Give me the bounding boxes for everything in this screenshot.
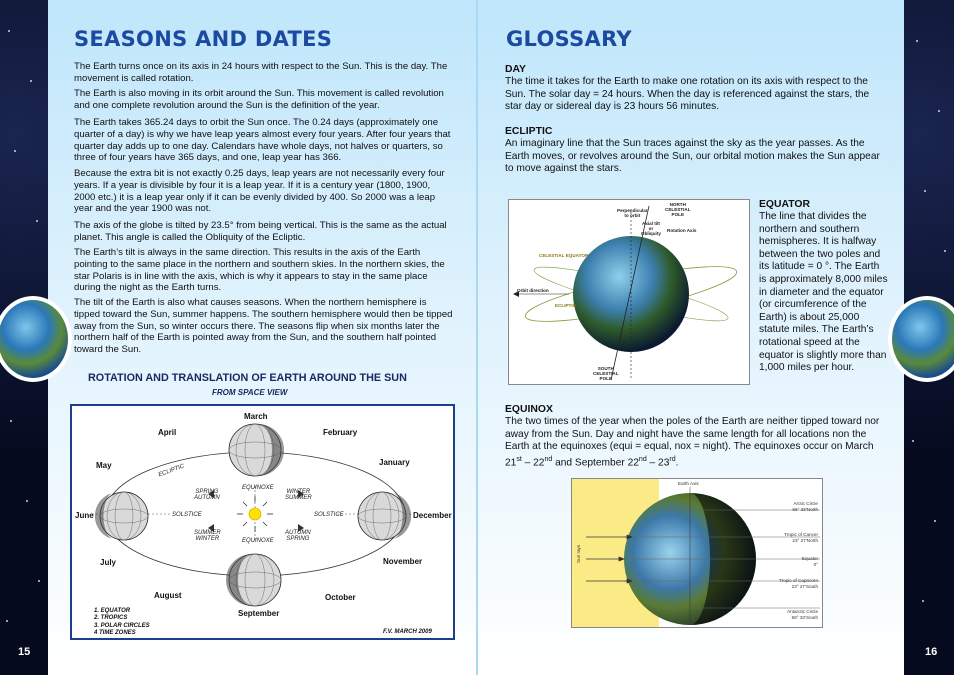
right-page-title: GLOSSARY (506, 27, 632, 51)
month-june: June (75, 511, 94, 520)
label-arctic-circle: Arctic Circle 66° 33’North (792, 501, 818, 512)
label-axial-tilt: Axial tilt or Obliquity (641, 221, 661, 236)
label-north-celestial-pole: NORTH CELESTIAL POLE (665, 202, 691, 217)
paragraph-rotation: The Earth turns once on its axis in 24 hours with respect to the Sun. This is the day. The movement is called rotation. (74, 61, 448, 84)
month-october: October (325, 593, 356, 602)
month-may: May (96, 461, 112, 470)
page-number-right: 16 (925, 646, 938, 658)
label-orbit-direction: Orbit direction (517, 288, 549, 293)
legend-item: 1. EQUATOR (94, 608, 131, 614)
diagram-subtitle: FROM SPACE VIEW (212, 388, 288, 397)
equinox-text: – 23 (646, 457, 670, 469)
climate-zones-figure (571, 478, 823, 628)
label-earth-axis: Earth Axis (678, 481, 699, 486)
term-ecliptic: ECLIPTIC (505, 126, 553, 137)
label-tropic-of-capricorn: Tropic of Capricorn 23° 27’South (779, 578, 818, 589)
definition-equator: The line that divides the northern and southern hemispheres. It is halfway between the two poles and its latitude = 0 °. The Earth is approximately 8,000 miles in diameter and the equator (or circumference of the Earth) is about 25,000 statute miles. The Earth’s rotational speed at the equator is slightly more than 1,000 miles per hour. (759, 211, 888, 374)
diagram-credit: F.V. MARCH 2009 (383, 629, 432, 635)
paragraph-leap-years: Because the extra bit is not exactly 0.25 days, leap years are not necessarily every four years. If a year is divisible by four it is a leap year. If it is a century year (1800, 1900, 2000 etc.) it is a leap year only if it can be evenly divided by 400. So 2000 was a leap year and the year 1900 was not. (74, 168, 445, 215)
equinox-bottom-label: EQUINOXE (242, 538, 274, 544)
month-november: November (383, 557, 423, 566)
diagram-title: ROTATION AND TRANSLATION OF EARTH AROUND THE SUN (88, 372, 407, 384)
label-antarctic-circle: Antarctic Circle 66° 33’South (787, 609, 818, 620)
equinox-sup: nd (638, 455, 647, 463)
legend-item: 3. POLAR CIRCLES (94, 622, 150, 629)
equinox-text: . (675, 457, 679, 469)
month-march: March (244, 412, 268, 421)
diagram-legend (94, 608, 150, 638)
label-south-celestial-pole: SOUTH CELESTIAL POLE (593, 366, 619, 381)
legend-item: 4 TIME ZONES (94, 630, 136, 637)
ecliptic-label: ECLIPTIC (157, 463, 186, 479)
summer-winter-label: SUMMER WINTER (194, 530, 221, 542)
definition-equinox (505, 416, 883, 470)
term-equator: EQUATOR (759, 199, 810, 210)
orbit-drawing (72, 406, 453, 638)
equinox-top-label: EQUINOXE (242, 485, 274, 491)
month-december: December (413, 511, 452, 520)
label-equator: Equator 0° (801, 556, 818, 567)
winter-summer-label: WINTER SUMMER (285, 489, 312, 501)
paragraph-polaris: The Earth’s tilt is always in the same direction. This results in the axis of the Earth pointing to the same place in the northern and southern skies. In the northern skies, the star Polaris is in line with the axis, which is why it appears to stay in the same place during the night as the Earth turns. (74, 247, 445, 294)
left-page-title: SEASONS AND DATES (74, 27, 333, 51)
paragraph-year-length: The Earth takes 365.24 days to orbit the Sun once. The 0.24 days (approximately one quarter of a day) is why we have leap years almost every four years. After four years that quarter day adds up to one day. Calendars have whole days, not halves or quarters, so three of four years have 365 days, and one, leap year has 366. (74, 117, 451, 164)
label-rotation-axis: Rotation Axis (667, 228, 697, 233)
sun-icon (237, 496, 273, 532)
orbit-diagram (70, 404, 455, 640)
solstice-left-label: SOLSTICE (172, 512, 202, 518)
equinox-sup: nd (544, 455, 553, 463)
month-july: July (100, 558, 117, 567)
term-day: DAY (505, 64, 526, 75)
month-september: September (238, 609, 280, 618)
page-number-left: 15 (18, 646, 31, 658)
earth-tilt-figure (508, 199, 750, 385)
equinox-sup: st (516, 455, 522, 463)
climate-zones-drawing (572, 479, 822, 627)
label-sun-rays: Sun rays (576, 544, 581, 563)
label-celestial-equator: CELESTIAL EQUATOR (539, 253, 589, 258)
solstice-right-label: SOLSTICE (314, 512, 344, 518)
equinox-sup: rd (669, 455, 676, 463)
page-gutter (476, 0, 478, 675)
month-august: August (154, 591, 182, 600)
month-april: April (158, 428, 177, 437)
label-perpendicular: Perpendicular to orbit (617, 208, 648, 218)
equinox-text: – 22 (521, 457, 545, 469)
autumn-spring-label: AUTUMN SPRING (285, 530, 311, 542)
spring-autumn-label: SPRING AUTUMN (194, 489, 220, 501)
label-ecliptic: ECLIPTIC (555, 303, 576, 308)
label-tropic-of-cancer: Tropic of Cancer 23° 27’North (784, 532, 818, 543)
definition-day: The time it takes for the Earth to make one rotation on its axis with respect to the Sun. The solar day = 24 hours. When the day is referenced against the stars, the star day or sidereal day is 23 hours 56 minutes. (505, 76, 870, 113)
paragraph-revolution: The Earth is also moving in its orbit around the Sun. This movement is called revolution and one complete revolution around the Sun is the definition of the year. (74, 88, 444, 111)
definition-ecliptic: An imaginary line that the Sun traces against the sky as the year passes. As the Earth moves, or revolves around the Sun, our orbital motion makes the Sun appear to move against the stars. (505, 138, 880, 175)
equinox-text: The two times of the year when the poles of the Earth are neither tipped toward nor away from the Sun. Day and night have the same length for all locations non the Earth at the equinoxes (equi = equal, nox = night). The equinoxes occur on March 21 (505, 416, 880, 469)
legend-item: 2. TROPICS (94, 615, 128, 622)
month-january: January (379, 458, 410, 467)
month-february: February (323, 428, 358, 437)
equinox-text: and September 22 (552, 457, 639, 469)
paragraph-seasons: The tilt of the Earth is also what causes seasons. When the northern hemisphere is tipped toward the Sun, summer happens. The southern hemisphere would then be tipped away from the Sun, so winter occurs there. The seasons flip when six months later the northern half of the Earth is pointed away from the Sun, and the southern half pointed toward the Sun. (74, 297, 453, 356)
term-equinox: EQUINOX (505, 404, 553, 415)
paragraph-axis-tilt: The axis of the globe is tilted by 23.5° from being vertical. This is the same as the actual planet. This angle is called the Obliquity of the Ecliptic. (74, 220, 447, 243)
